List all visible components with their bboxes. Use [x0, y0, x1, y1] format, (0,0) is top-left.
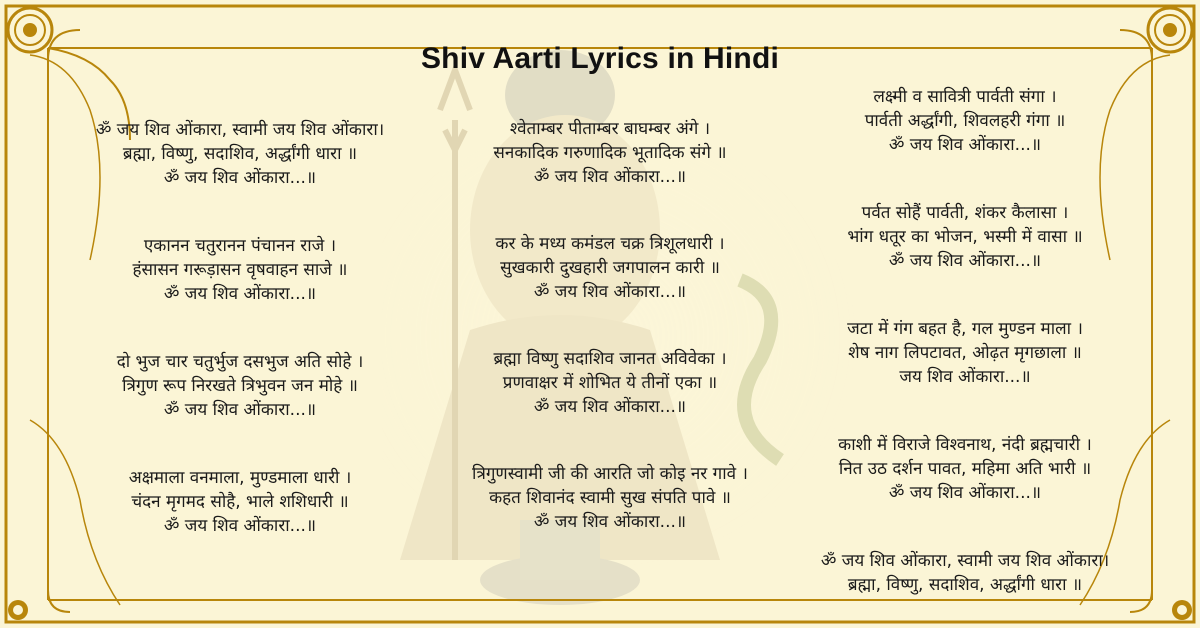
lyric-line: पर्वत सोहैं पार्वती, शंकर कैलासा ।	[861, 203, 1069, 223]
stanza	[30, 234, 450, 306]
stanza	[30, 118, 450, 190]
lyric-line: नित उठ दर्शन पावत, महिमा अति भारी ॥	[838, 459, 1092, 479]
lyric-line: ब्रह्मा, विष्णु, सदाशिव, अर्द्धांगी धारा ॥	[122, 144, 358, 164]
lyric-refrain: ॐ जय शिव ओंकारा...॥	[888, 135, 1042, 155]
lyric-refrain: ॐ जय शिव ओंकारा...॥	[163, 516, 317, 536]
lyric-refrain: जय शिव ओंकारा...॥	[899, 367, 1031, 387]
lyric-line: शेष नाग लिपटावत, ओढ़त मृगछाला ॥	[848, 343, 1082, 363]
lyric-refrain: ॐ जय शिव ओंकारा...॥	[533, 167, 687, 187]
lyric-refrain: ॐ जय शिव ओंकारा...॥	[533, 397, 687, 417]
lyric-refrain: ॐ जय शिव ओंकारा...॥	[163, 400, 317, 420]
lyric-refrain: ॐ जय शिव ओंकारा...॥	[533, 282, 687, 302]
lyric-line: श्वेताम्बर पीताम्बर बाघम्बर अंगे ।	[509, 119, 711, 139]
stanza	[755, 549, 1175, 597]
lyric-refrain: ॐ जय शिव ओंकारा...॥	[888, 251, 1042, 271]
lyric-refrain: ॐ जय शिव ओंकारा...॥	[163, 284, 317, 304]
lyric-line: हंसासन गरूड़ासन वृषवाहन साजे ॥	[132, 260, 348, 280]
stanza	[30, 350, 450, 422]
lyric-line: चंदन मृगमद सोहै, भाले शशिधारी ॥	[131, 492, 349, 512]
lyric-line: अक्षमाला वनमाला, मुण्डमाला धारी ।	[128, 468, 352, 488]
lyric-line: त्रिगुणस्वामी जी की आरति जो कोइ नर गावे ।	[472, 464, 748, 484]
lyrics-column-1	[30, 118, 450, 582]
lyric-line: सनकादिक गरुणादिक भूतादिक संगे ॥	[493, 143, 727, 163]
stanza	[755, 201, 1175, 273]
stanza	[755, 85, 1175, 157]
stanza	[755, 317, 1175, 389]
lyric-line: लक्ष्मी व सावित्री पार्वती संगा ।	[873, 87, 1057, 107]
lyric-line: ॐ जय शिव ओंकारा, स्वामी जय शिव ओंकारा।	[95, 120, 385, 140]
lyric-line: एकानन चतुरानन पंचानन राजे ।	[143, 236, 337, 256]
lyric-line: जटा में गंग बहत है, गल मुण्डन माला ।	[847, 319, 1083, 339]
lyric-line: ब्रह्मा विष्णु सदाशिव जानत अविवेका ।	[493, 349, 727, 369]
lyric-line: भांग धतूर का भोजन, भस्मी में वासा ॥	[847, 227, 1083, 247]
lyric-refrain: ॐ जय शिव ओंकारा...॥	[888, 483, 1042, 503]
lyric-refrain: ॐ जय शिव ओंकारा...॥	[533, 512, 687, 532]
corner-medallion-bottom-left	[8, 600, 28, 620]
lyric-line: ब्रह्मा, विष्णु, सदाशिव, अर्द्धांगी धारा ॥	[847, 575, 1083, 595]
lyrics-column-3	[755, 85, 1175, 597]
lyric-line: प्रणवाक्षर में शोभित ये तीनों एका ॥	[502, 373, 718, 393]
lyric-line: पार्वती अर्द्धांगी, शिवलहरी गंगा ॥	[864, 111, 1066, 131]
lyric-line: दो भुज चार चतुर्भुज दसभुज अति सोहे ।	[116, 352, 364, 372]
stanza	[755, 433, 1175, 505]
lyric-line: त्रिगुण रूप निरखते त्रिभुवन जन मोहे ॥	[122, 376, 358, 396]
page-title: Shiv Aarti Lyrics in Hindi	[420, 42, 780, 75]
lyric-line: काशी में विराजे विश्वनाथ, नंदी ब्रह्मचारी ।	[838, 435, 1092, 455]
lyric-line: कर के मध्य कमंडल चक्र त्रिशूलधारी ।	[495, 234, 725, 254]
corner-medallion-bottom-right	[1172, 600, 1192, 620]
stanza	[30, 466, 450, 538]
lyric-line: सुखकारी दुखहारी जगपालन कारी ॥	[500, 258, 720, 278]
lyric-line: कहत शिवानंद स्वामी सुख संपति पावे ॥	[489, 488, 731, 508]
lyric-line: ॐ जय शिव ओंकारा, स्वामी जय शिव ओंकारा।	[820, 551, 1110, 571]
lyric-refrain: ॐ जय शिव ओंकारा...॥	[163, 168, 317, 188]
